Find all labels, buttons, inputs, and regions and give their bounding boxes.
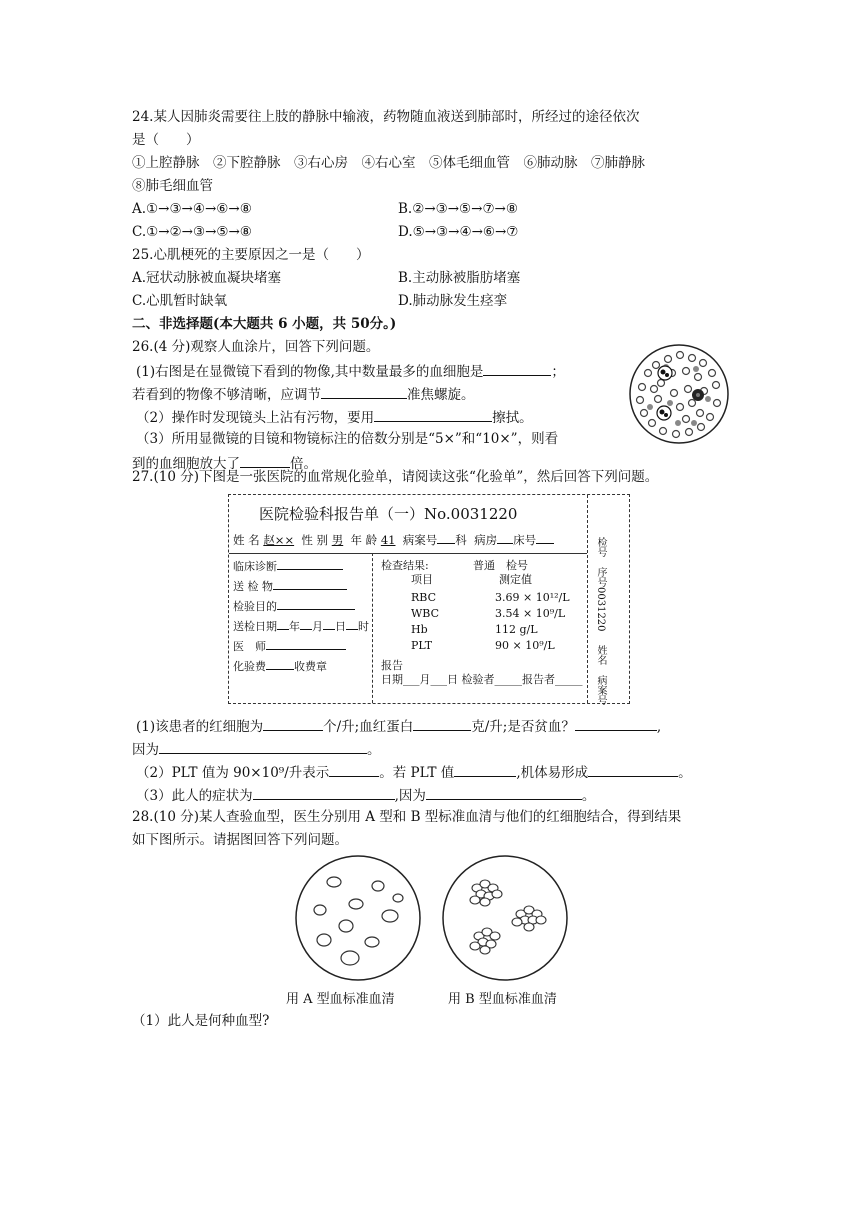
results-item-header: 项目 xyxy=(411,573,433,586)
results-type: 普通 检号 xyxy=(473,559,528,572)
q26-part1-line1: (1)右图是在显微镜下看到的物像,其中数量最多的血细胞是 ； xyxy=(136,361,565,381)
q26-part3-line2: 到的血细胞放大了 倍。 xyxy=(132,453,317,473)
q28-stem-line1: 28.(10 分)某人查验血型，医生分别用 A 型和 B 型标准血清与他们的红细胞结合，得到结果 xyxy=(132,809,682,825)
q24-items-line1: ①上腔静脉 ②下腔静脉 ③右心房 ④右心室 ⑤体毛细血管 ⑥肺动脉 ⑦肺静脉 xyxy=(132,155,645,171)
result-value: 3.54 × 10⁹/L xyxy=(495,607,566,620)
q28-part1: （1）此人是何种血型? xyxy=(132,1013,270,1029)
results-value-header: 测定值 xyxy=(499,573,532,586)
q28-stem-line2: 如下图所示。请据图回答下列问题。 xyxy=(132,832,348,848)
q24-stem-line2: 是（ ） xyxy=(132,132,200,148)
q25-stem: 25.心肌梗死的主要原因之一是（ ） xyxy=(132,247,370,263)
q26-part3-line1: （3）所用显微镜的目镜和物镜标注的倍数分别是“5×”和“10×”，则看 xyxy=(136,431,559,447)
result-value: 90 × 10⁹/L xyxy=(495,639,555,652)
result-item: WBC xyxy=(411,607,440,620)
lab-report xyxy=(228,494,630,704)
q27-part2: （2）PLT 值为 90×10⁹/升表示 。若 PLT 值 ,机体易形成 。 xyxy=(136,762,692,782)
report-label: 报告 xyxy=(381,659,403,672)
field-date: 送检日期 年 月 日 时 xyxy=(233,620,369,633)
field-sample: 送 检 物 xyxy=(233,579,347,594)
q27-part1-line2: 因为 。 xyxy=(132,739,381,759)
result-value: 112 g/L xyxy=(495,623,538,636)
report-side-serial: 检号 序号0031220 xyxy=(595,537,606,632)
q25-option-d: D.肺动脉发生痉挛 xyxy=(398,293,508,309)
caption-serum-b: 用 B 型血标准血清 xyxy=(448,992,557,1007)
q27-part3: （3）此人的症状为 ,因为 。 xyxy=(136,785,595,805)
q24-stem-line1: 24.某人因肺炎需要往上肢的静脉中输液，药物随血液送到肺部时，所经过的途径依次 xyxy=(132,109,640,125)
q24-option-c: C.①→②→③→⑤→⑧ xyxy=(132,224,252,240)
result-value: 3.69 × 10¹²/L xyxy=(495,591,570,604)
field-fee: 化验费 收费章 xyxy=(233,660,327,673)
report-patient-line: 姓 名 赵×× 性 别 男 年 龄 41 病案号 科 病房 床号 xyxy=(233,533,554,547)
section-heading: 二、非选择题(本大题共 6 小题，共 50分。) xyxy=(132,316,397,332)
q24-option-a: A.①→③→④→⑥→⑧ xyxy=(132,201,252,217)
q25-option-b: B.主动脉被脂肪堵塞 xyxy=(398,270,521,286)
blood-smear-image xyxy=(628,343,730,445)
q24-option-d: D.⑤→③→④→⑥→⑦ xyxy=(398,224,519,240)
result-item: PLT xyxy=(411,639,433,652)
q26-part2: （2）操作时发现镜头上沾有污物，要用 擦拭。 xyxy=(136,407,533,427)
q27-stem: 27.(10 分)下图是一张医院的血常规化验单，请阅读这张“化验单”，然后回答下列问题。 xyxy=(132,469,659,485)
field-purpose: 检验目的 xyxy=(233,599,355,614)
serum-a-result-image xyxy=(294,854,422,982)
q27-part1-line1: (1)该患者的红细胞为 个/升;血红蛋白 克/升;是否贫血？ , xyxy=(136,716,661,736)
q25-option-a: A.冠状动脉被血凝块堵塞 xyxy=(132,270,282,286)
report-footer-line: 日期___月___日 检验者_____报告者_____ xyxy=(381,673,583,686)
field-diagnosis: 临床诊断 xyxy=(233,559,343,574)
q24-items-line2: ⑧肺毛细血管 xyxy=(132,178,213,194)
field-doctor: 医 师 xyxy=(233,639,346,654)
serum-b-result-image xyxy=(441,854,569,982)
q26-part1-line2: 若看到的物像不够清晰，应调节 准焦螺旋。 xyxy=(132,384,475,404)
result-item: Hb xyxy=(411,623,428,636)
results-label: 检查结果: xyxy=(381,559,429,572)
q26-stem: 26.(4 分)观察人血涂片，回答下列问题。 xyxy=(132,339,380,355)
report-title: 医院检验科报告单（一）No.0031220 xyxy=(259,505,518,523)
result-item: RBC xyxy=(411,591,436,604)
q25-option-c: C.心肌暂时缺氧 xyxy=(132,293,228,309)
q24-option-b: B.②→③→⑤→⑦→⑧ xyxy=(398,201,518,217)
caption-serum-a: 用 A 型血标准血清 xyxy=(286,992,395,1007)
report-side-name: 姓名 病案号 xyxy=(595,645,606,705)
